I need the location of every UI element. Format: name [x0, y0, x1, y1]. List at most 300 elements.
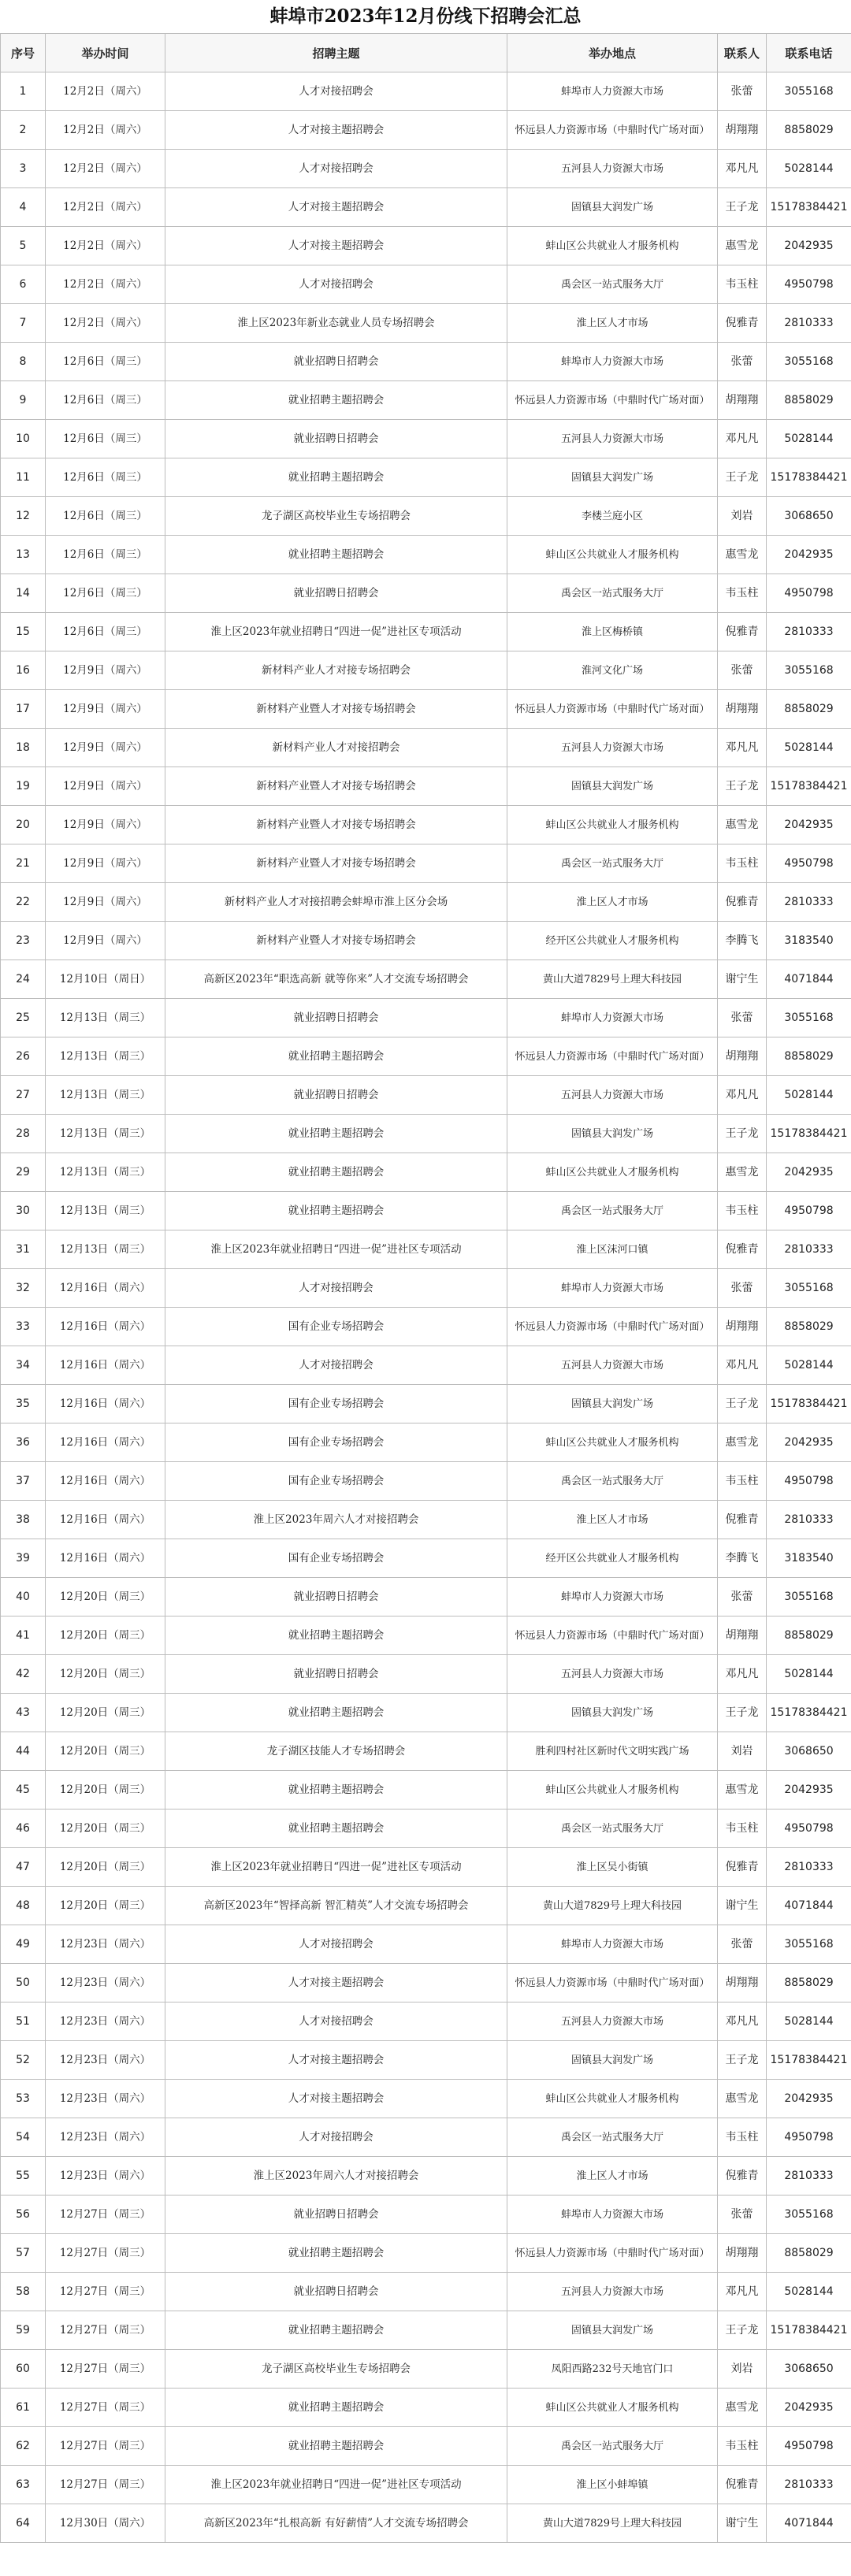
cell-contact: 谢宁生	[718, 960, 767, 999]
cell-place: 五河县人力资源大市场	[507, 729, 718, 767]
cell-theme: 人才对接招聘会	[165, 72, 507, 111]
cell-time: 12月13日（周三）	[46, 999, 165, 1037]
cell-no: 29	[1, 1153, 46, 1192]
table-row	[1, 1192, 851, 1230]
cell-theme: 龙子湖区高校毕业生专场招聘会	[165, 2350, 507, 2389]
cell-no: 47	[1, 1848, 46, 1887]
cell-contact: 倪雅青	[718, 1230, 767, 1269]
table-row	[1, 1848, 851, 1887]
cell-phone: 15178384421	[767, 188, 851, 227]
cell-phone: 5028144	[767, 2273, 851, 2311]
cell-theme: 国有企业专场招聘会	[165, 1462, 507, 1501]
cell-contact: 张蕾	[718, 651, 767, 690]
cell-place: 蚌山区公共就业人才服务机构	[507, 227, 718, 265]
table-row	[1, 651, 851, 690]
cell-phone: 15178384421	[767, 1115, 851, 1153]
cell-contact: 王子龙	[718, 767, 767, 806]
table-row	[1, 767, 851, 806]
cell-no: 11	[1, 458, 46, 497]
cell-contact: 刘岩	[718, 1732, 767, 1771]
cell-no: 31	[1, 1230, 46, 1269]
cell-theme: 人才对接招聘会	[165, 150, 507, 188]
cell-phone: 3055168	[767, 651, 851, 690]
table-row	[1, 1539, 851, 1578]
cell-phone: 2042935	[767, 1771, 851, 1810]
cell-no: 20	[1, 806, 46, 844]
cell-theme: 就业招聘主题招聘会	[165, 1115, 507, 1153]
cell-place: 蚌山区公共就业人才服务机构	[507, 2080, 718, 2118]
cell-theme: 人才对接招聘会	[165, 265, 507, 304]
page-title: 蚌埠市2023年12月份线下招聘会汇总	[0, 0, 851, 34]
cell-contact: 倪雅青	[718, 1501, 767, 1539]
cell-phone: 4950798	[767, 1810, 851, 1848]
cell-contact: 韦玉柱	[718, 265, 767, 304]
cell-place: 怀远县人力资源市场（中鼎时代广场对面）	[507, 2234, 718, 2273]
cell-contact: 惠雪龙	[718, 806, 767, 844]
cell-place: 淮上区吴小街镇	[507, 1848, 718, 1887]
cell-no: 5	[1, 227, 46, 265]
cell-place: 经开区公共就业人才服务机构	[507, 1539, 718, 1578]
table-row	[1, 381, 851, 420]
table-row	[1, 2041, 851, 2080]
cell-place: 淮上区小蚌埠镇	[507, 2466, 718, 2504]
cell-place: 固镇县大润发广场	[507, 1115, 718, 1153]
cell-time: 12月20日（周三）	[46, 1655, 165, 1694]
header-contact: 联系人	[718, 34, 767, 72]
cell-time: 12月9日（周六）	[46, 883, 165, 922]
cell-theme: 就业招聘日招聘会	[165, 1076, 507, 1115]
cell-time: 12月6日（周三）	[46, 381, 165, 420]
cell-time: 12月6日（周三）	[46, 343, 165, 381]
cell-contact: 胡翔翔	[718, 1037, 767, 1076]
cell-contact: 张蕾	[718, 343, 767, 381]
cell-time: 12月2日（周六）	[46, 227, 165, 265]
table-header-row	[1, 34, 851, 72]
table-row	[1, 1037, 851, 1076]
cell-phone: 2042935	[767, 2389, 851, 2427]
cell-place: 禹会区一站式服务大厅	[507, 2118, 718, 2157]
table-row	[1, 922, 851, 960]
table-row	[1, 2003, 851, 2041]
cell-no: 13	[1, 536, 46, 574]
cell-theme: 就业招聘主题招聘会	[165, 1694, 507, 1732]
cell-phone: 4950798	[767, 265, 851, 304]
cell-place: 淮上区人才市场	[507, 2157, 718, 2196]
cell-no: 48	[1, 1887, 46, 1925]
cell-place: 淮河文化广场	[507, 651, 718, 690]
cell-phone: 8858029	[767, 2234, 851, 2273]
cell-contact: 邓凡凡	[718, 150, 767, 188]
cell-theme: 国有企业专场招聘会	[165, 1385, 507, 1423]
cell-time: 12月9日（周六）	[46, 651, 165, 690]
cell-time: 12月27日（周三）	[46, 2273, 165, 2311]
table-row	[1, 1694, 851, 1732]
cell-no: 8	[1, 343, 46, 381]
cell-no: 41	[1, 1616, 46, 1655]
cell-contact: 倪雅青	[718, 883, 767, 922]
cell-time: 12月9日（周六）	[46, 729, 165, 767]
table-row	[1, 1269, 851, 1308]
cell-place: 固镇县大润发广场	[507, 458, 718, 497]
cell-time: 12月2日（周六）	[46, 150, 165, 188]
cell-theme: 就业招聘主题招聘会	[165, 1771, 507, 1810]
cell-no: 9	[1, 381, 46, 420]
cell-theme: 淮上区2023年就业招聘日“四进一促”进社区专项活动	[165, 613, 507, 651]
cell-theme: 新材料产业暨人才对接专场招聘会	[165, 806, 507, 844]
cell-time: 12月20日（周三）	[46, 1810, 165, 1848]
cell-no: 52	[1, 2041, 46, 2080]
cell-phone: 4950798	[767, 1462, 851, 1501]
cell-no: 4	[1, 188, 46, 227]
table-row	[1, 304, 851, 343]
cell-no: 64	[1, 2504, 46, 2543]
cell-no: 42	[1, 1655, 46, 1694]
table-row	[1, 420, 851, 458]
cell-time: 12月9日（周六）	[46, 767, 165, 806]
table-row	[1, 111, 851, 150]
cell-phone: 2810333	[767, 2466, 851, 2504]
table-row	[1, 1887, 851, 1925]
cell-place: 怀远县人力资源市场（中鼎时代广场对面）	[507, 1964, 718, 2003]
cell-contact: 韦玉柱	[718, 1462, 767, 1501]
cell-time: 12月20日（周三）	[46, 1616, 165, 1655]
cell-place: 固镇县大润发广场	[507, 767, 718, 806]
cell-place: 五河县人力资源大市场	[507, 2003, 718, 2041]
cell-time: 12月16日（周六）	[46, 1539, 165, 1578]
table-row	[1, 1230, 851, 1269]
recruitment-table	[0, 33, 851, 2543]
cell-contact: 邓凡凡	[718, 1655, 767, 1694]
cell-no: 28	[1, 1115, 46, 1153]
cell-contact: 邓凡凡	[718, 2003, 767, 2041]
cell-phone: 3068650	[767, 1732, 851, 1771]
cell-no: 54	[1, 2118, 46, 2157]
cell-time: 12月16日（周六）	[46, 1308, 165, 1346]
table-row	[1, 1732, 851, 1771]
cell-no: 34	[1, 1346, 46, 1385]
cell-time: 12月27日（周三）	[46, 2427, 165, 2466]
cell-phone: 4071844	[767, 2504, 851, 2543]
cell-contact: 倪雅青	[718, 613, 767, 651]
table-row	[1, 2080, 851, 2118]
cell-phone: 8858029	[767, 1964, 851, 2003]
cell-time: 12月6日（周三）	[46, 613, 165, 651]
cell-place: 五河县人力资源大市场	[507, 2273, 718, 2311]
header-theme: 招聘主题	[165, 34, 507, 72]
cell-contact: 邓凡凡	[718, 420, 767, 458]
cell-place: 禹会区一站式服务大厅	[507, 574, 718, 613]
cell-contact: 胡翔翔	[718, 1964, 767, 2003]
header-time: 举办时间	[46, 34, 165, 72]
cell-place: 五河县人力资源大市场	[507, 420, 718, 458]
cell-no: 49	[1, 1925, 46, 1964]
cell-time: 12月23日（周六）	[46, 2157, 165, 2196]
table-row	[1, 2389, 851, 2427]
cell-place: 淮上区人才市场	[507, 304, 718, 343]
cell-phone: 15178384421	[767, 2041, 851, 2080]
cell-theme: 就业招聘主题招聘会	[165, 1192, 507, 1230]
table-row	[1, 1076, 851, 1115]
cell-time: 12月13日（周三）	[46, 1115, 165, 1153]
cell-contact: 王子龙	[718, 1694, 767, 1732]
cell-no: 12	[1, 497, 46, 536]
table-row	[1, 227, 851, 265]
cell-no: 58	[1, 2273, 46, 2311]
cell-phone: 3068650	[767, 497, 851, 536]
cell-place: 凤阳西路232号天地官门口	[507, 2350, 718, 2389]
cell-no: 43	[1, 1694, 46, 1732]
cell-phone: 5028144	[767, 1655, 851, 1694]
cell-theme: 人才对接招聘会	[165, 2003, 507, 2041]
cell-phone: 3183540	[767, 922, 851, 960]
cell-contact: 张蕾	[718, 2196, 767, 2234]
cell-place: 蚌埠市人力资源大市场	[507, 343, 718, 381]
cell-phone: 2042935	[767, 227, 851, 265]
cell-contact: 邓凡凡	[718, 1346, 767, 1385]
cell-contact: 王子龙	[718, 1385, 767, 1423]
table-row	[1, 72, 851, 111]
table-row	[1, 1501, 851, 1539]
cell-phone: 2810333	[767, 304, 851, 343]
cell-contact: 张蕾	[718, 1925, 767, 1964]
cell-place: 固镇县大润发广场	[507, 1385, 718, 1423]
table-row	[1, 1655, 851, 1694]
cell-theme: 就业招聘日招聘会	[165, 2196, 507, 2234]
table-row	[1, 1616, 851, 1655]
cell-phone: 5028144	[767, 420, 851, 458]
cell-contact: 李腾飞	[718, 1539, 767, 1578]
cell-place: 固镇县大润发广场	[507, 188, 718, 227]
cell-theme: 人才对接主题招聘会	[165, 188, 507, 227]
cell-theme: 就业招聘日招聘会	[165, 420, 507, 458]
cell-phone: 4950798	[767, 2118, 851, 2157]
cell-time: 12月23日（周六）	[46, 2118, 165, 2157]
cell-no: 3	[1, 150, 46, 188]
cell-time: 12月2日（周六）	[46, 304, 165, 343]
cell-time: 12月16日（周六）	[46, 1423, 165, 1462]
cell-time: 12月10日（周日）	[46, 960, 165, 999]
table-row	[1, 2118, 851, 2157]
cell-theme: 就业招聘主题招聘会	[165, 1153, 507, 1192]
cell-no: 38	[1, 1501, 46, 1539]
table-row	[1, 883, 851, 922]
table-row	[1, 1115, 851, 1153]
cell-place: 蚌山区公共就业人才服务机构	[507, 1153, 718, 1192]
cell-phone: 3055168	[767, 1269, 851, 1308]
cell-no: 32	[1, 1269, 46, 1308]
cell-theme: 国有企业专场招聘会	[165, 1423, 507, 1462]
cell-phone: 3055168	[767, 1578, 851, 1616]
cell-contact: 邓凡凡	[718, 2273, 767, 2311]
cell-theme: 人才对接主题招聘会	[165, 1964, 507, 2003]
cell-no: 56	[1, 2196, 46, 2234]
cell-place: 经开区公共就业人才服务机构	[507, 922, 718, 960]
cell-theme: 就业招聘主题招聘会	[165, 2389, 507, 2427]
cell-contact: 韦玉柱	[718, 2427, 767, 2466]
cell-time: 12月16日（周六）	[46, 1501, 165, 1539]
table-row	[1, 1964, 851, 2003]
cell-contact: 惠雪龙	[718, 2080, 767, 2118]
cell-time: 12月20日（周三）	[46, 1732, 165, 1771]
cell-place: 蚌山区公共就业人才服务机构	[507, 536, 718, 574]
table-row	[1, 999, 851, 1037]
cell-phone: 2810333	[767, 613, 851, 651]
cell-theme: 新材料产业人才对接专场招聘会	[165, 651, 507, 690]
table-row	[1, 2466, 851, 2504]
cell-contact: 张蕾	[718, 72, 767, 111]
cell-place: 蚌埠市人力资源大市场	[507, 1269, 718, 1308]
cell-phone: 8858029	[767, 111, 851, 150]
cell-contact: 王子龙	[718, 1115, 767, 1153]
cell-phone: 8858029	[767, 1037, 851, 1076]
cell-phone: 15178384421	[767, 1694, 851, 1732]
cell-phone: 15178384421	[767, 458, 851, 497]
table-row	[1, 536, 851, 574]
cell-no: 22	[1, 883, 46, 922]
cell-theme: 人才对接招聘会	[165, 1269, 507, 1308]
cell-contact: 王子龙	[718, 2311, 767, 2350]
cell-time: 12月2日（周六）	[46, 265, 165, 304]
cell-time: 12月16日（周六）	[46, 1462, 165, 1501]
cell-contact: 邓凡凡	[718, 729, 767, 767]
cell-place: 固镇县大润发广场	[507, 2311, 718, 2350]
cell-time: 12月27日（周三）	[46, 2466, 165, 2504]
cell-no: 36	[1, 1423, 46, 1462]
cell-theme: 就业招聘日招聘会	[165, 343, 507, 381]
table-row	[1, 574, 851, 613]
cell-place: 固镇县大润发广场	[507, 1694, 718, 1732]
table-row	[1, 150, 851, 188]
cell-phone: 2810333	[767, 2157, 851, 2196]
table-row	[1, 729, 851, 767]
cell-theme: 淮上区2023年就业招聘日“四进一促”进社区专项活动	[165, 2466, 507, 2504]
cell-time: 12月16日（周六）	[46, 1346, 165, 1385]
cell-no: 19	[1, 767, 46, 806]
cell-time: 12月2日（周六）	[46, 188, 165, 227]
cell-time: 12月20日（周三）	[46, 1887, 165, 1925]
table-row	[1, 844, 851, 883]
cell-time: 12月2日（周六）	[46, 72, 165, 111]
cell-no: 21	[1, 844, 46, 883]
cell-time: 12月20日（周三）	[46, 1578, 165, 1616]
cell-phone: 3055168	[767, 2196, 851, 2234]
cell-theme: 淮上区2023年就业招聘日“四进一促”进社区专项活动	[165, 1230, 507, 1269]
cell-time: 12月27日（周三）	[46, 2350, 165, 2389]
cell-contact: 韦玉柱	[718, 844, 767, 883]
cell-phone: 2042935	[767, 536, 851, 574]
cell-time: 12月9日（周六）	[46, 690, 165, 729]
cell-place: 李楼兰庭小区	[507, 497, 718, 536]
cell-time: 12月13日（周三）	[46, 1076, 165, 1115]
cell-theme: 新材料产业暨人才对接专场招聘会	[165, 767, 507, 806]
cell-theme: 就业招聘日招聘会	[165, 1655, 507, 1694]
table-row	[1, 1153, 851, 1192]
cell-place: 淮上区梅桥镇	[507, 613, 718, 651]
cell-place: 五河县人力资源大市场	[507, 1076, 718, 1115]
cell-contact: 惠雪龙	[718, 1423, 767, 1462]
cell-place: 淮上区沫河口镇	[507, 1230, 718, 1269]
cell-phone: 4950798	[767, 574, 851, 613]
table-row	[1, 806, 851, 844]
table-row	[1, 2504, 851, 2543]
cell-phone: 3055168	[767, 343, 851, 381]
cell-phone: 5028144	[767, 729, 851, 767]
cell-contact: 刘岩	[718, 2350, 767, 2389]
table-row	[1, 1346, 851, 1385]
cell-time: 12月20日（周三）	[46, 1848, 165, 1887]
cell-no: 62	[1, 2427, 46, 2466]
cell-theme: 国有企业专场招聘会	[165, 1539, 507, 1578]
cell-theme: 高新区2023年“扎根高新 有好薪情”人才交流专场招聘会	[165, 2504, 507, 2543]
cell-place: 禹会区一站式服务大厅	[507, 1810, 718, 1848]
cell-no: 57	[1, 2234, 46, 2273]
cell-time: 12月27日（周三）	[46, 2196, 165, 2234]
cell-place: 禹会区一站式服务大厅	[507, 1192, 718, 1230]
cell-contact: 胡翔翔	[718, 111, 767, 150]
cell-place: 蚌埠市人力资源大市场	[507, 2196, 718, 2234]
table-row	[1, 2427, 851, 2466]
cell-no: 1	[1, 72, 46, 111]
cell-place: 淮上区人才市场	[507, 883, 718, 922]
cell-place: 五河县人力资源大市场	[507, 150, 718, 188]
cell-theme: 淮上区2023年就业招聘日“四进一促”进社区专项活动	[165, 1848, 507, 1887]
cell-phone: 5028144	[767, 2003, 851, 2041]
cell-time: 12月16日（周六）	[46, 1269, 165, 1308]
cell-no: 2	[1, 111, 46, 150]
cell-time: 12月23日（周六）	[46, 2080, 165, 2118]
table-row	[1, 1578, 851, 1616]
cell-time: 12月13日（周三）	[46, 1037, 165, 1076]
cell-contact: 韦玉柱	[718, 2118, 767, 2157]
cell-no: 7	[1, 304, 46, 343]
cell-no: 50	[1, 1964, 46, 2003]
cell-phone: 4071844	[767, 1887, 851, 1925]
cell-no: 61	[1, 2389, 46, 2427]
cell-place: 蚌山区公共就业人才服务机构	[507, 1423, 718, 1462]
cell-place: 禹会区一站式服务大厅	[507, 844, 718, 883]
cell-place: 蚌埠市人力资源大市场	[507, 1578, 718, 1616]
cell-phone: 8858029	[767, 1308, 851, 1346]
cell-theme: 龙子湖区技能人才专场招聘会	[165, 1732, 507, 1771]
cell-time: 12月20日（周三）	[46, 1771, 165, 1810]
table-row	[1, 2157, 851, 2196]
cell-phone: 2042935	[767, 1423, 851, 1462]
cell-theme: 就业招聘主题招聘会	[165, 2311, 507, 2350]
cell-place: 禹会区一站式服务大厅	[507, 1462, 718, 1501]
cell-phone: 2810333	[767, 1230, 851, 1269]
cell-phone: 4950798	[767, 2427, 851, 2466]
cell-theme: 国有企业专场招聘会	[165, 1308, 507, 1346]
cell-theme: 新材料产业人才对接招聘会蚌埠市淮上区分会场	[165, 883, 507, 922]
cell-place: 固镇县大润发广场	[507, 2041, 718, 2080]
cell-no: 6	[1, 265, 46, 304]
cell-place: 怀远县人力资源市场（中鼎时代广场对面）	[507, 1308, 718, 1346]
cell-theme: 人才对接主题招聘会	[165, 2080, 507, 2118]
table-row	[1, 188, 851, 227]
cell-theme: 就业招聘日招聘会	[165, 999, 507, 1037]
cell-place: 蚌埠市人力资源大市场	[507, 1925, 718, 1964]
cell-theme: 就业招聘日招聘会	[165, 2273, 507, 2311]
cell-theme: 就业招聘主题招聘会	[165, 458, 507, 497]
cell-time: 12月6日（周三）	[46, 536, 165, 574]
cell-phone: 5028144	[767, 150, 851, 188]
cell-contact: 胡翔翔	[718, 2234, 767, 2273]
cell-phone: 15178384421	[767, 1385, 851, 1423]
cell-theme: 人才对接主题招聘会	[165, 111, 507, 150]
cell-no: 55	[1, 2157, 46, 2196]
cell-phone: 2810333	[767, 1501, 851, 1539]
cell-no: 16	[1, 651, 46, 690]
